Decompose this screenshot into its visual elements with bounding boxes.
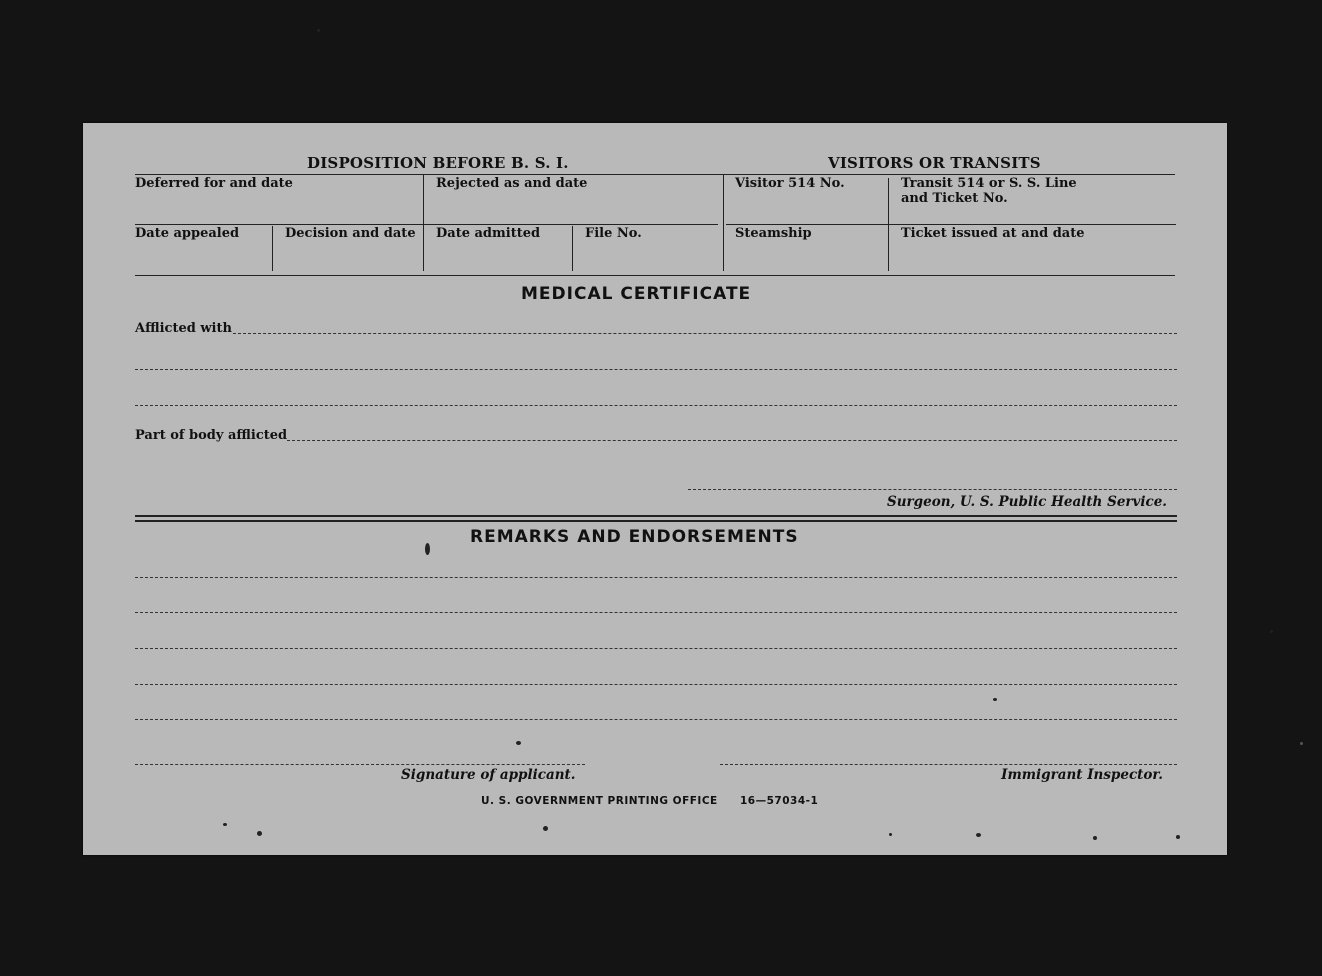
date-admitted-label: Date admitted xyxy=(436,226,541,241)
divider-1 xyxy=(423,174,424,271)
record-card xyxy=(83,123,1227,855)
disposition-title: DISPOSITION BEFORE B. S. I. xyxy=(307,154,569,172)
dust-speck xyxy=(543,826,548,831)
dust-speck xyxy=(1093,836,1097,840)
dust-speck xyxy=(889,833,892,836)
dust-speck xyxy=(1270,630,1273,633)
afflicted-label: Afflicted with xyxy=(135,321,232,336)
dust-speck xyxy=(425,543,430,555)
dust-speck xyxy=(993,698,997,701)
dust-speck xyxy=(1300,742,1303,745)
printer-imprint: U. S. GOVERNMENT PRINTING OFFICE xyxy=(481,795,718,807)
signature-label: Signature of applicant. xyxy=(401,767,576,783)
divider-5 xyxy=(572,226,573,271)
afflicted-line-2 xyxy=(135,369,1177,370)
transit-label xyxy=(901,176,1077,206)
dust-speck xyxy=(223,823,227,826)
disposition-mid-rule xyxy=(135,224,718,225)
dust-speck xyxy=(257,831,262,836)
divider-3 xyxy=(888,178,889,271)
divider-4 xyxy=(272,226,273,271)
remarks-line-4 xyxy=(135,684,1177,685)
remarks-line-1 xyxy=(135,577,1177,578)
remarks-line-5 xyxy=(135,719,1177,720)
medical-title: MEDICAL CERTIFICATE xyxy=(521,284,752,304)
deferred-label: Deferred for and date xyxy=(135,176,293,191)
divider-2 xyxy=(723,174,724,271)
inspector-signature-line xyxy=(720,764,1177,765)
body-part-line xyxy=(287,440,1177,441)
double-rule-top xyxy=(135,515,1177,517)
visitors-title: VISITORS OR TRANSITS xyxy=(828,154,1041,172)
transit-label-line1: Transit 514 or S. S. Line xyxy=(901,176,1077,191)
top-section-bottom-rule xyxy=(135,275,1175,276)
dust-speck xyxy=(317,29,320,32)
date-appealed-label: Date appealed xyxy=(135,226,240,241)
applicant-signature-line xyxy=(135,764,585,765)
remarks-line-2 xyxy=(135,612,1177,613)
visitor-label: Visitor 514 No. xyxy=(735,176,845,191)
dust-speck xyxy=(516,741,521,745)
surgeon-label: Surgeon, U. S. Public Health Service. xyxy=(886,494,1167,510)
body-part-label: Part of body afflicted xyxy=(135,428,288,443)
decision-label: Decision and date xyxy=(285,226,416,241)
inspector-label: Immigrant Inspector. xyxy=(1001,767,1163,783)
top-rule xyxy=(135,174,1175,175)
file-no-label: File No. xyxy=(585,226,642,241)
double-rule-bottom xyxy=(135,520,1177,522)
rejected-label: Rejected as and date xyxy=(436,176,588,191)
remarks-line-3 xyxy=(135,648,1177,649)
surgeon-signature-line xyxy=(688,489,1177,490)
dust-speck xyxy=(1176,835,1180,839)
remarks-title: REMARKS AND ENDORSEMENTS xyxy=(470,527,799,547)
afflicted-line-3 xyxy=(135,405,1177,406)
steamship-label: Steamship xyxy=(735,226,812,241)
dust-speck xyxy=(976,833,981,837)
afflicted-line xyxy=(233,333,1177,334)
form-number: 16—57034-1 xyxy=(740,795,819,807)
visitors-mid-rule xyxy=(726,224,1176,225)
transit-label-line2: and Ticket No. xyxy=(901,191,1008,206)
ticket-label: Ticket issued at and date xyxy=(901,226,1085,241)
